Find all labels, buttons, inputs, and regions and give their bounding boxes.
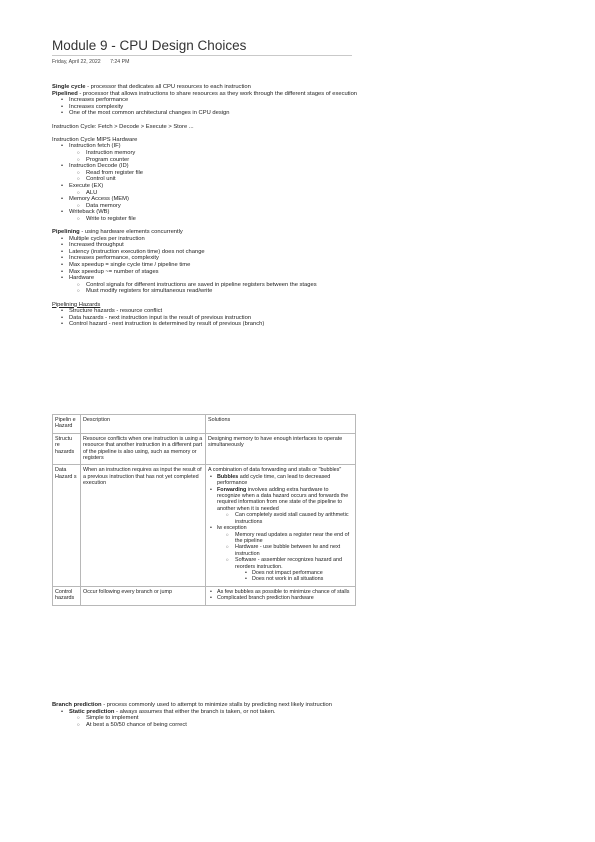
bubbles-desc: add cycle time, can lead to decreased performance [217,473,331,487]
table-cell: Designing memory to have enough interfaces to operate simultaneously [206,433,356,465]
mips-stage-list [52,143,362,222]
list-item [208,474,353,487]
list-item: • Does not work in all situations [244,576,353,582]
list-item-label: lw exception [217,525,247,532]
term-forwarding: Forwarding [217,486,247,493]
stage-id [52,163,362,183]
page-title: Module 9 - CPU Design Choices [52,38,247,53]
list-item: ○ Control unit [52,176,362,183]
table-cell: Occur following every branch or jump [81,586,206,605]
list-item: • Control hazard - next instruction is determined by result of previous (branch) [52,321,362,328]
term-branch-prediction: Branch prediction [52,702,102,708]
mips-heading: Instruction Cycle MIPS Hardware [52,136,138,143]
term-pipelined: Pipelined [52,90,78,97]
list-item: • Max speedup = single cycle time / pipeline time [52,262,362,269]
data-hazard-intro: A combination of data forwarding and stalls or "bubbles" [208,467,342,474]
list-item: ○ Can completely avoid stall caused by arithmetic instructions [225,512,353,525]
list-item: ○ At best a 50/50 chance of being correct [52,722,352,729]
note-timestamp [52,59,137,65]
list-item-label: Memory Access (MEM) [69,196,129,203]
list-item: • Does not impact performance [244,570,353,576]
list-item-label: Hardware [69,275,95,282]
static-prediction-desc: - always assumes that either the branch is taken, or not taken. [114,708,276,715]
forwarding-desc: involves adding extra hardware to recognize when a data hazard occurs and forwards the required information from one state of the pipeline to another when it is needed [217,486,349,512]
note-time: 7:24 PM [110,59,130,65]
stage-mem [52,196,362,209]
list-item: ○ Simple to implement [52,715,352,722]
list-item: ○ Must modify registers for simultaneous read/write [52,288,362,295]
stage-if [52,143,362,163]
list-item: ○ Instruction memory [52,150,362,157]
list-item: • Complicated branch prediction hardware [208,595,353,601]
list-item-label: Instruction fetch (IF) [69,143,121,150]
list-item: ○ Memory read updates a register near the end of the pipeline [225,532,353,545]
list-item: ○ Control signals for different instructions are saved in pipeline registers between the stages [52,282,362,289]
table-cell [206,465,356,586]
stage-ex [52,183,362,196]
table-header-cell: Pipelin e Hazard [53,415,81,434]
term-bubbles: Bubbles [217,473,239,480]
pipelining-bullets [52,236,362,295]
single-cycle-desc: - processor that dedicates all CPU resources to each instruction [85,84,251,90]
table-cell: Resource conflicts when one instruction is using a resource that another instruction in a different part of the pipeline is also using, such as memory or registers [81,433,206,465]
title-divider [52,55,352,56]
list-item [52,709,352,729]
list-item: • Increases performance [52,97,362,104]
hazards-bullets [52,308,362,328]
pipelining-desc: - using hardware elements concurrently [79,229,183,236]
list-item [208,525,353,583]
hazards-table [52,414,356,606]
stage-wb [52,209,362,222]
branch-prediction-def [52,702,352,709]
list-item-label: Writeback (WB) [69,209,110,216]
branch-prediction-section [52,702,352,728]
term-pipelining: Pipelining [52,229,80,236]
branch-bullets [52,709,352,729]
list-item: • Structure hazards - resource conflict [52,308,362,315]
list-item [52,275,362,295]
table-header-cell: Description [81,415,206,434]
table-header-cell: Solutions [206,415,356,434]
table-cell: Structu re hazards [53,433,81,465]
list-item: ○ Write to register file [52,216,362,223]
table-row [53,586,356,605]
list-item: • Increases complexity [52,104,362,111]
instruction-cycle-line: Instruction Cycle: Fetch > Decode > Execute > Store ... [52,123,194,130]
term-single-cycle: Single cycle [52,84,86,90]
table-header-row [53,415,356,434]
table-cell: When an instruction requires as input the result of a previous instruction that has not yet completed execution [81,465,206,586]
hazards-heading: Pipelining Hazards [52,301,101,308]
list-item: ○ Program counter [52,157,362,164]
list-item-label: Execute (EX) [69,182,104,189]
data-hazard-solutions [208,474,353,583]
note-date: Friday, April 22, 2022 [52,59,101,65]
pipelined-bullets [52,97,362,117]
pipelining-def [52,229,362,236]
pipelined-desc: - processor that allows instructions to share resources as they work through the different stages of execution [77,90,358,97]
list-item: • Multiple cycles per instruction [52,236,362,243]
list-item: • Increases performance, complexity [52,255,362,262]
list-item: • Max speedup ~= number of stages [52,269,362,276]
list-item: ○ Read from register file [52,170,362,177]
list-item: • Increased throughput [52,242,362,249]
branch-prediction-desc: - process commonly used to attempt to minimize stalls by predicting next likely instruction [101,702,332,708]
list-item: ○ Data memory [52,203,362,210]
list-item: • Latency (instruction execution time) does not change [52,249,362,256]
list-item: • One of the most common architectural changes in CPU design [52,110,362,117]
table-cell: Data Hazard s [53,465,81,586]
table-cell [206,586,356,605]
list-item-label: Software - assembler recognizes hazard and reorders instruction. [235,557,342,570]
list-item: ○ Hardware - use bubble between lw and next instruction [225,544,353,557]
table-row [53,433,356,465]
pipelined-def [52,91,362,98]
notes-body [52,84,362,328]
list-item: • Data hazards - next instruction input is the result of previous instruction [52,315,362,322]
list-item [225,557,353,583]
table-cell: Control hazards [53,586,81,605]
list-item [208,487,353,525]
list-item: ○ ALU [52,190,362,197]
table-row [53,465,356,586]
term-static-prediction: Static prediction [69,708,115,715]
single-cycle-def [52,84,362,91]
list-item-label: Instruction Decode (ID) [69,163,129,170]
list-item: • As few bubbles as possible to minimize chance of stalls [208,589,353,595]
